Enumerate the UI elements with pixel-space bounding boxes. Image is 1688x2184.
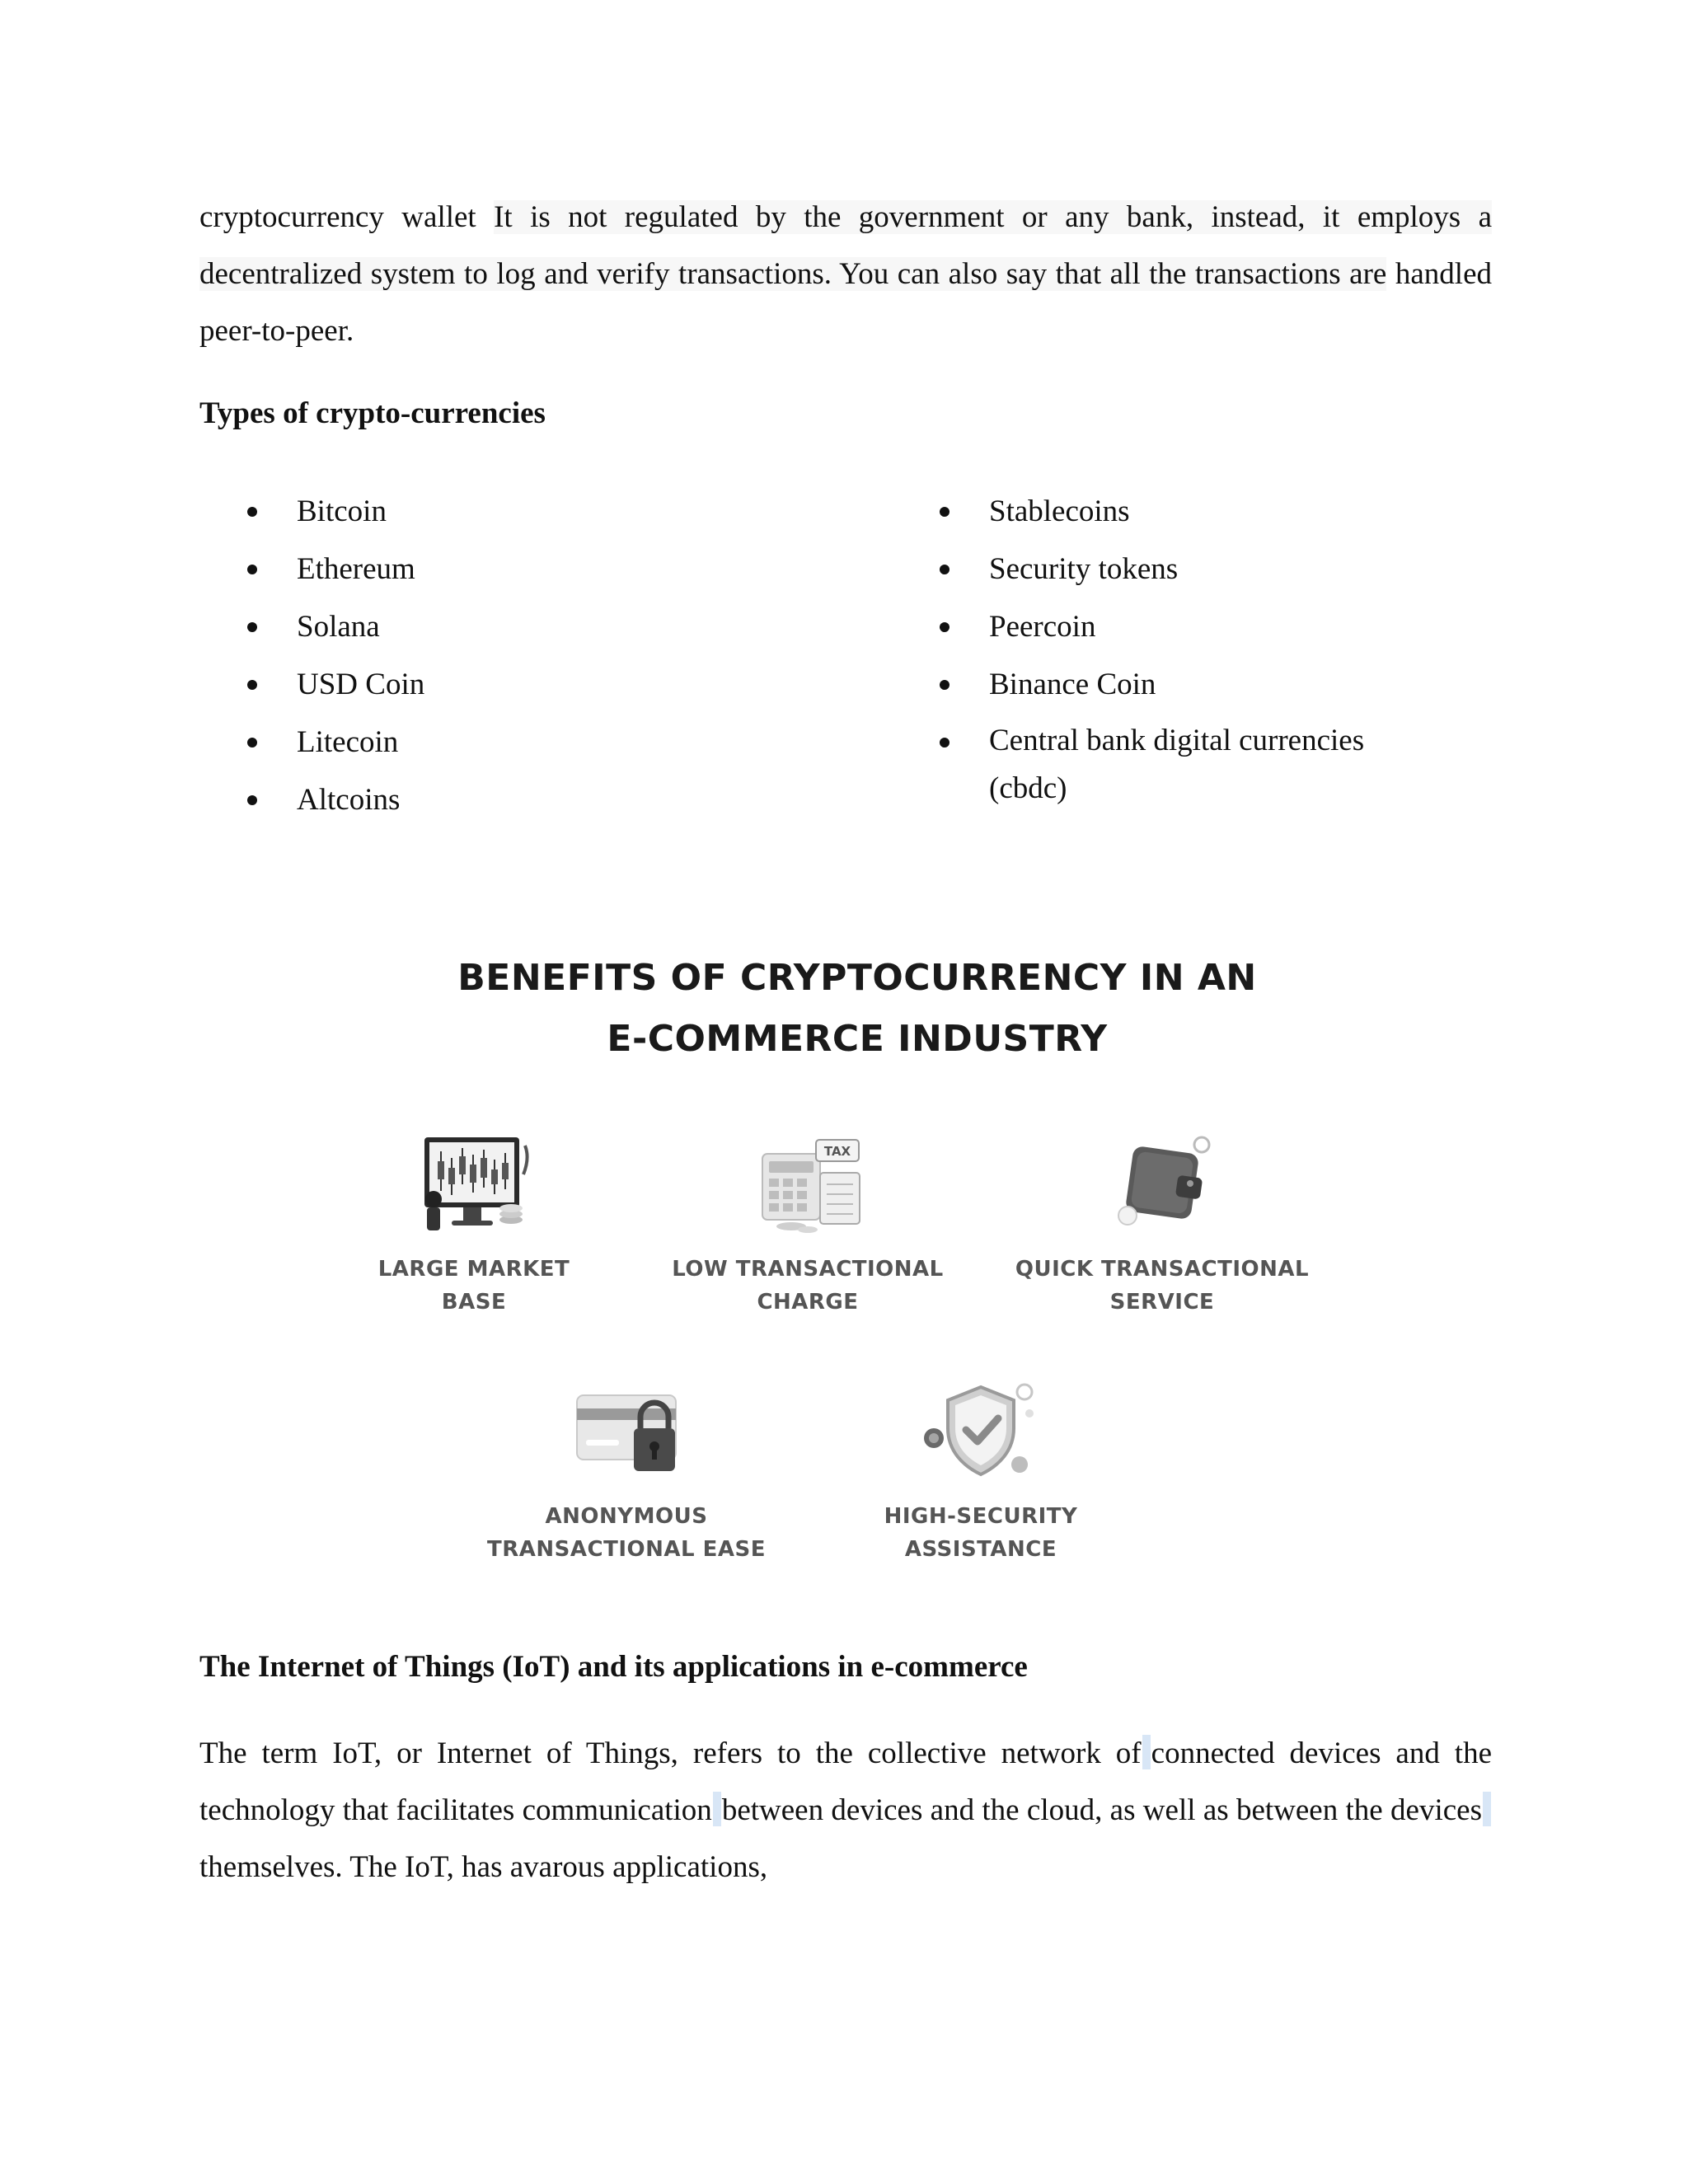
benefit-quick-transactional-service: [1006, 1133, 1319, 1319]
benefit-low-transactional-charge: [668, 1133, 948, 1319]
bullet-icon: [247, 507, 257, 517]
list-item: Solana: [247, 602, 424, 659]
benefit-anonymous-transactional-ease: [478, 1380, 775, 1566]
bullet-icon: [940, 622, 950, 632]
benefit-label: LOW TRANSACTIONAL CHARGE: [672, 1257, 944, 1315]
intro-text-shaded: It is not regulated by the government or any bank, instead, it employs a decentralized system to log and verify transactions. You can also say that all the transactions are: [199, 200, 1493, 291]
benefit-label: LARGE MARKET BASE: [377, 1257, 570, 1315]
intro-text-rest: handled peer-to-peer.: [199, 257, 1493, 348]
infographic-title-line2: E-COMMERCE INDUSTRY: [607, 1018, 1108, 1060]
benefits-infographic: [363, 940, 1352, 1582]
list-item: Bitcoin: [247, 486, 424, 544]
svg-text:TAX: TAX: [823, 1144, 851, 1159]
bullet-icon: [940, 680, 950, 690]
list-item: Binance Coin: [940, 659, 1364, 717]
cursor-highlight: [713, 1792, 721, 1826]
list-item: Security tokens: [940, 544, 1364, 602]
card-lock-icon: [565, 1380, 688, 1483]
benefit-label: ANONYMOUS TRANSACTIONAL EASE: [487, 1504, 766, 1562]
bullet-icon: [940, 738, 950, 748]
iot-paragraph: The term IoT, or Internet of Things, refers to the collective network of connected devices and the technology that facilitates communication between devices and the cloud, as well as between the devicesthemselves. The IoT, has avarous applications,: [199, 1736, 1492, 1884]
benefit-large-market-base: [363, 1133, 585, 1319]
benefit-label: QUICK TRANSACTIONAL SERVICE: [1015, 1257, 1310, 1315]
wallet-icon: [1104, 1133, 1220, 1236]
list-item: Altcoins: [247, 775, 424, 832]
shield-check-icon: [919, 1380, 1043, 1483]
bullet-icon: [247, 680, 257, 690]
types-list-right: [940, 486, 1364, 808]
types-heading: Types of crypto-currencies: [199, 396, 546, 430]
intro-paragraph: [199, 189, 1492, 359]
trading-monitor-icon: [412, 1133, 536, 1236]
bullet-icon: [247, 738, 257, 748]
infographic-title-line1: BENEFITS OF CRYPTOCURRENCY IN AN: [457, 957, 1257, 999]
benefit-high-security-assistance: [849, 1380, 1113, 1566]
tax-calculator-icon: [742, 1133, 874, 1236]
cursor-highlight: [1142, 1735, 1151, 1769]
list-item: USD Coin: [247, 659, 424, 717]
bullet-icon: [247, 622, 257, 632]
benefit-label: HIGH-SECURITY ASSISTANCE: [884, 1504, 1078, 1562]
list-item: Stablecoins: [940, 486, 1364, 544]
list-item: Ethereum: [247, 544, 424, 602]
list-item: Central bank digital currencies (cbdc): [940, 717, 1364, 808]
bullet-icon: [940, 565, 950, 574]
intro-text-plain: cryptocurrency wallet: [199, 200, 495, 234]
bullet-icon: [247, 795, 257, 805]
types-list-left: [247, 486, 424, 832]
list-item: Peercoin: [940, 602, 1364, 659]
bullet-icon: [247, 565, 257, 574]
iot-heading: The Internet of Things (IoT) and its applications in e-commerce: [199, 1650, 1028, 1684]
cursor-highlight: [1483, 1792, 1491, 1826]
list-item: Litecoin: [247, 717, 424, 775]
bullet-icon: [940, 507, 950, 517]
